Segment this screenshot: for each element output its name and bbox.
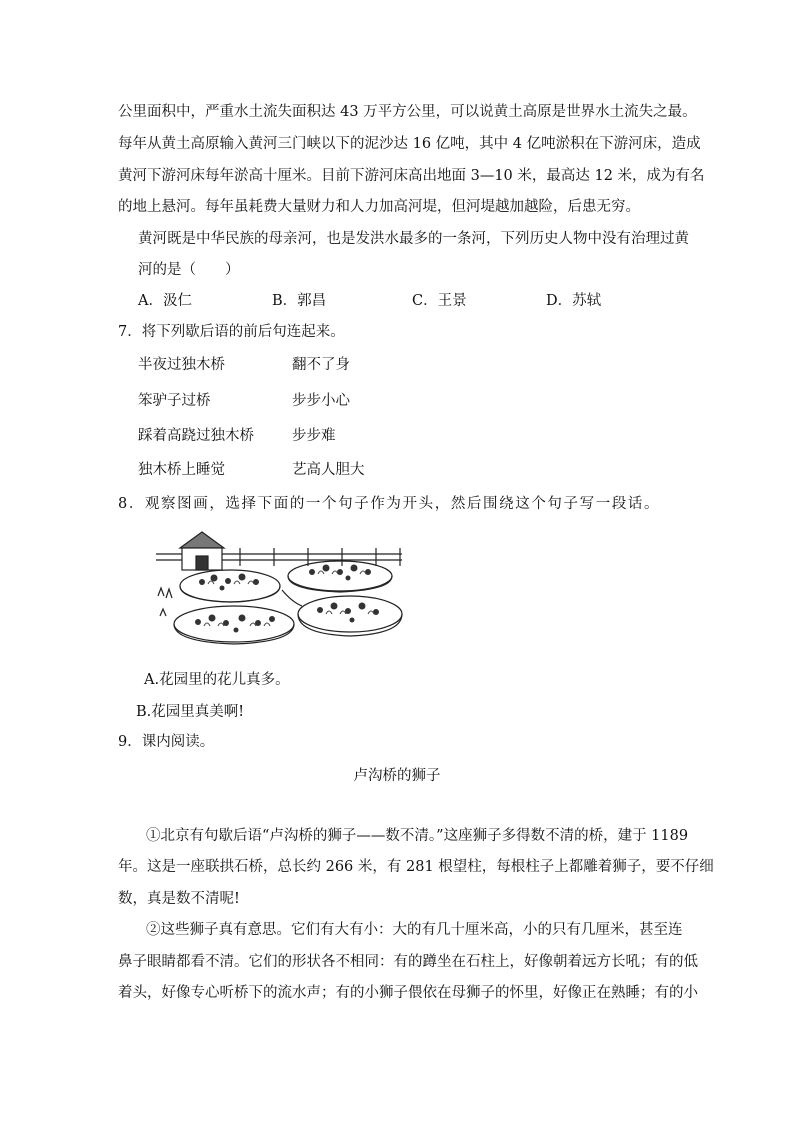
q8-option-a[interactable]: A.花园里的花儿真多。 [144,672,290,688]
q8-title: 8．观察图画，选择下面的一个句子作为开头，然后围绕这个句子写一段话。 [118,496,661,512]
q6-option-c[interactable]: C．王景 [412,293,467,309]
q7-right-2[interactable]: 步步小心 [292,393,350,409]
q7-right-4[interactable]: 艺高人胆大 [292,462,365,478]
q7-right-3[interactable]: 步步难 [292,428,336,444]
p2-line-2: 鼻子眼睛都看不清。它们的形状各不相同：有的蹲坐在石柱上，好像朝着远方长吼；有的低 [118,954,698,970]
q7-left-1[interactable]: 半夜过独木桥 [138,357,225,373]
q7-left-4[interactable]: 独木桥上睡觉 [138,462,225,478]
passage-line-1: 公里面积中，严重水土流失面积达 43 万平方公里，可以说黄土高原是世界水土流失之最。 [118,104,697,120]
p1-line-1: ①北京有句歇后语“卢沟桥的狮子——数不清。”这座狮子多得数不清的桥，建于 1189 [146,828,689,844]
q7-right-1[interactable]: 翻不了身 [292,357,350,373]
passage-line-4: 的地上悬河。每年虽耗费大量财力和人力加高河堤，但河堤越加越险，后患无穷。 [118,199,640,215]
passage-line-2: 每年从黄土高原输入黄河三门峡以下的泥沙达 16 亿吨，其中 4 亿吨淤积在下游河床，造成 [118,136,701,152]
q9-title: 9．课内阅读。 [118,734,215,750]
q7-title: 7．将下列歇后语的前后句连起来。 [118,324,345,340]
q7-left-3[interactable]: 踩着高跷过独木桥 [138,428,254,444]
passage-line-3: 黄河下游河床每年淤高十厘米。目前下游河床高出地面 3—10 米，最高达 12 米，成为有名 [118,168,705,184]
p2-line-3: 着头，好像专心听桥下的流水声；有的小狮子偎依在母狮子的怀里，好像正在熟睡；有的小 [118,985,698,1001]
q6-option-a[interactable]: A．汲仁 [138,293,192,309]
q7-left-2[interactable]: 笨驴子过桥 [138,393,211,409]
q6-stem-line-1: 黄河既是中华民族的母亲河，也是发洪水最多的一条河，下列历史人物中没有治理过黄 [138,231,689,247]
q6-option-b[interactable]: B．郭昌 [272,293,327,309]
garden-flowerbeds-illustration [152,526,410,656]
p1-line-3: 数，真是数不清呢! [118,891,240,907]
q6-stem-line-2: 河的是（ ） [138,262,240,278]
p1-line-2: 年。这是一座联拱石桥，总长约 266 米，有 281 根望柱，每根柱子上都雕着狮子，要不仔细 [118,859,714,875]
article-title: 卢沟桥的狮子 [353,768,441,784]
p2-line-1: ②这些狮子真有意思。它们有大有小：大的有几十厘米高，小的只有几厘米，甚至连 [146,922,683,938]
q8-option-b[interactable]: B.花园里真美啊! [136,704,245,720]
q6-option-d[interactable]: D．苏轼 [546,293,602,309]
